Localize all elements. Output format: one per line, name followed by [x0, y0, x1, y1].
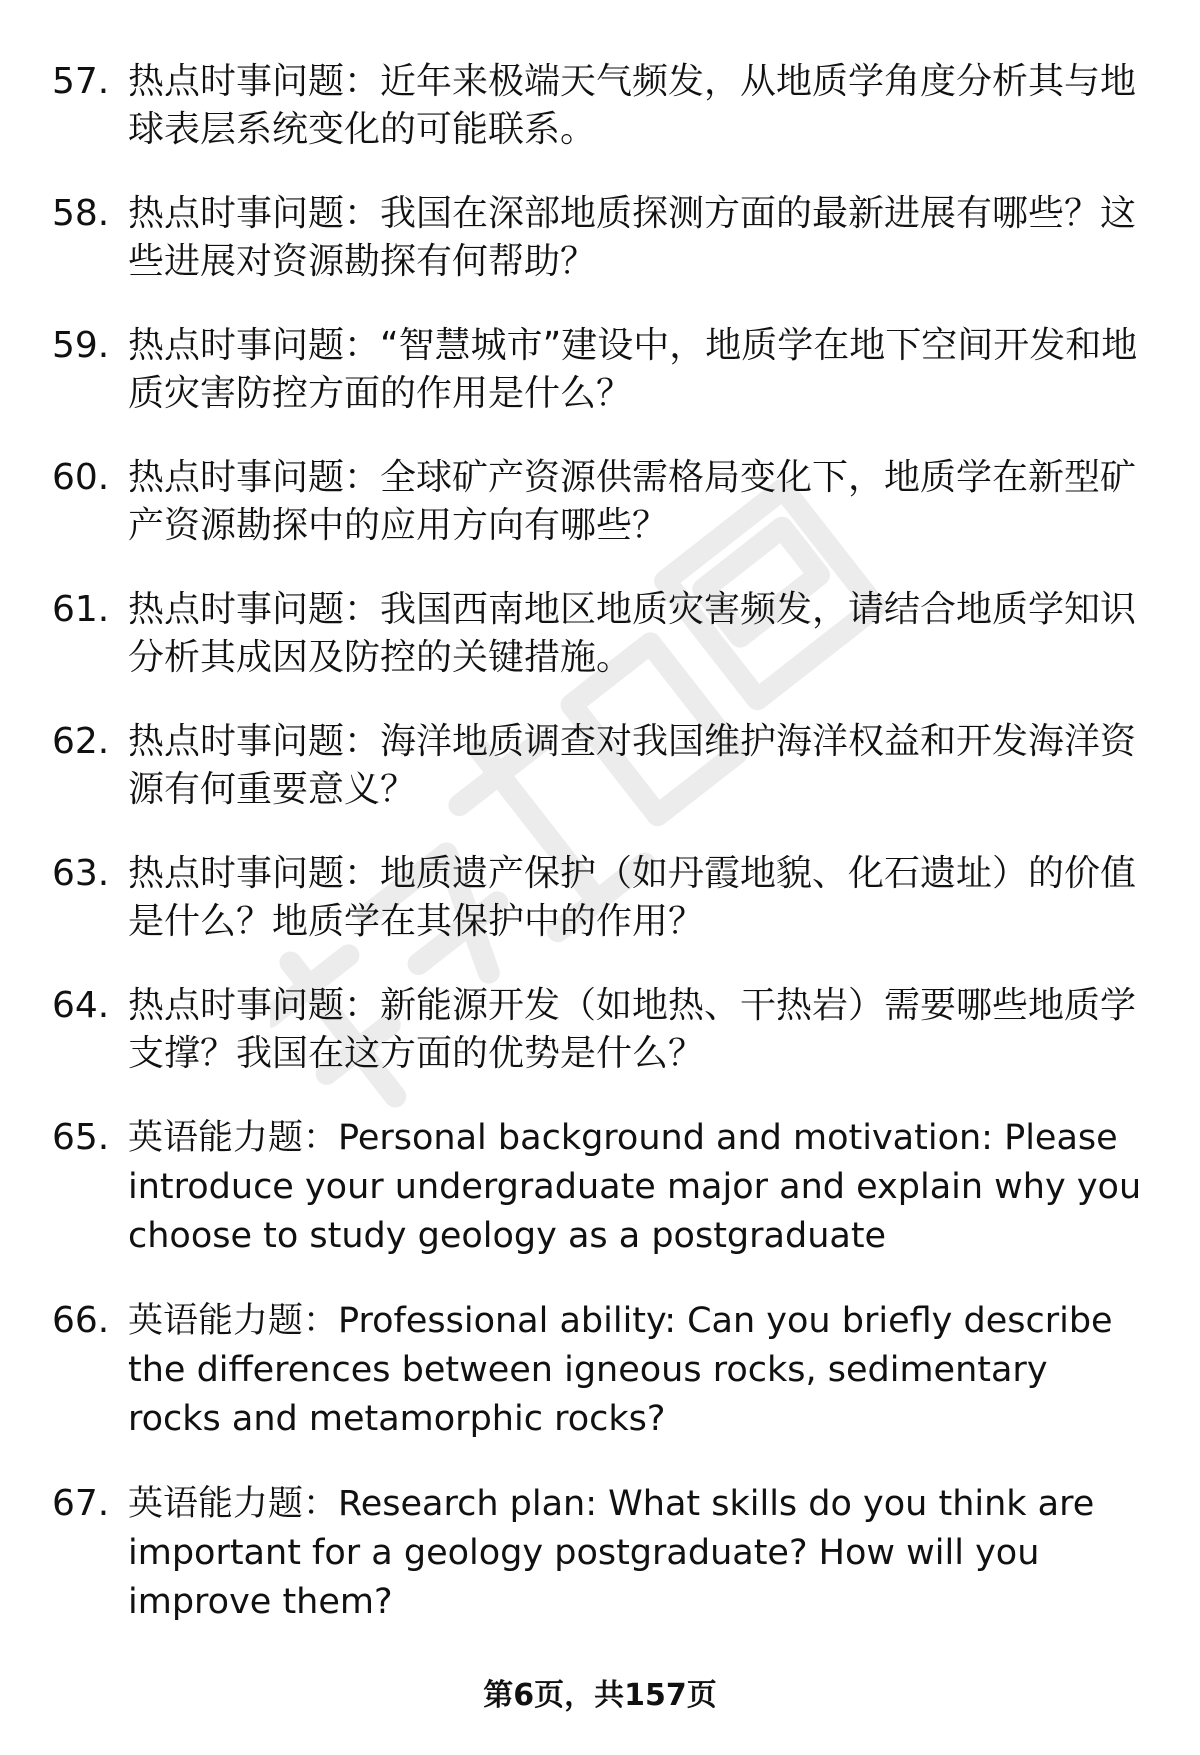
question-text: 热点时事问题：我国西南地区地质灾害频发，请结合地质学知识分析其成因及防控的关键措施。 — [128, 589, 1137, 678]
question-number: 57. — [52, 61, 110, 102]
question-item — [52, 1114, 1142, 1261]
question-item — [52, 718, 1142, 814]
question-text: 热点时事问题：我国在深部地质探测方面的最新进展有哪些？这些进展对资源勘探有何帮助？ — [128, 193, 1137, 282]
question-text: 英语能力题：Personal background and motivation: Please introduce your undergraduate major and explain why you choose to study geology as a postgraduate — [128, 1118, 1142, 1256]
question-number: 64. — [52, 985, 110, 1026]
question-number: 58. — [52, 193, 110, 234]
question-text: 热点时事问题：“智慧城市”建设中，地质学在地下空间开发和地质灾害防控方面的作用是什么？ — [128, 325, 1138, 414]
question-item — [52, 586, 1142, 682]
question-item — [52, 850, 1142, 946]
question-number: 63. — [52, 853, 110, 894]
question-item — [52, 1480, 1142, 1627]
question-text: 热点时事问题：全球矿产资源供需格局变化下，地质学在新型矿产资源勘探中的应用方向有哪些？ — [128, 457, 1137, 546]
question-item — [52, 982, 1142, 1078]
question-text: 热点时事问题：近年来极端天气频发，从地质学角度分析其与地球表层系统变化的可能联系。 — [128, 61, 1137, 150]
question-number: 65. — [52, 1117, 110, 1158]
question-number: 61. — [52, 589, 110, 630]
question-text: 热点时事问题：地质遗产保护（如丹霞地貌、化石遗址）的价值是什么？地质学在其保护中的作用？ — [128, 853, 1137, 942]
question-text: 英语能力题：Professional ability: Can you briefly describe the differences between igneous rocks, sedimentary rocks and metamorphic rocks? — [128, 1301, 1113, 1439]
question-item — [52, 1297, 1142, 1444]
question-number: 67. — [52, 1483, 110, 1524]
question-text: 热点时事问题：海洋地质调查对我国维护海洋权益和开发海洋资源有何重要意义？ — [128, 721, 1137, 810]
question-text: 热点时事问题：新能源开发（如地热、干热岩）需要哪些地质学支撑？我国在这方面的优势是什么？ — [128, 985, 1137, 1074]
question-item — [52, 322, 1142, 418]
page-number-footer: 第6页，共157页 — [483, 1678, 717, 1713]
question-number: 66. — [52, 1300, 110, 1341]
question-item — [52, 454, 1142, 550]
question-item — [52, 58, 1142, 154]
question-number: 60. — [52, 457, 110, 498]
question-number: 59. — [52, 325, 110, 366]
question-number: 62. — [52, 721, 110, 762]
question-text: 英语能力题：Research plan: What skills do you think are important for a geology postgraduate? How will you improve them? — [128, 1484, 1095, 1622]
question-item — [52, 190, 1142, 286]
question-list — [52, 58, 1142, 1663]
